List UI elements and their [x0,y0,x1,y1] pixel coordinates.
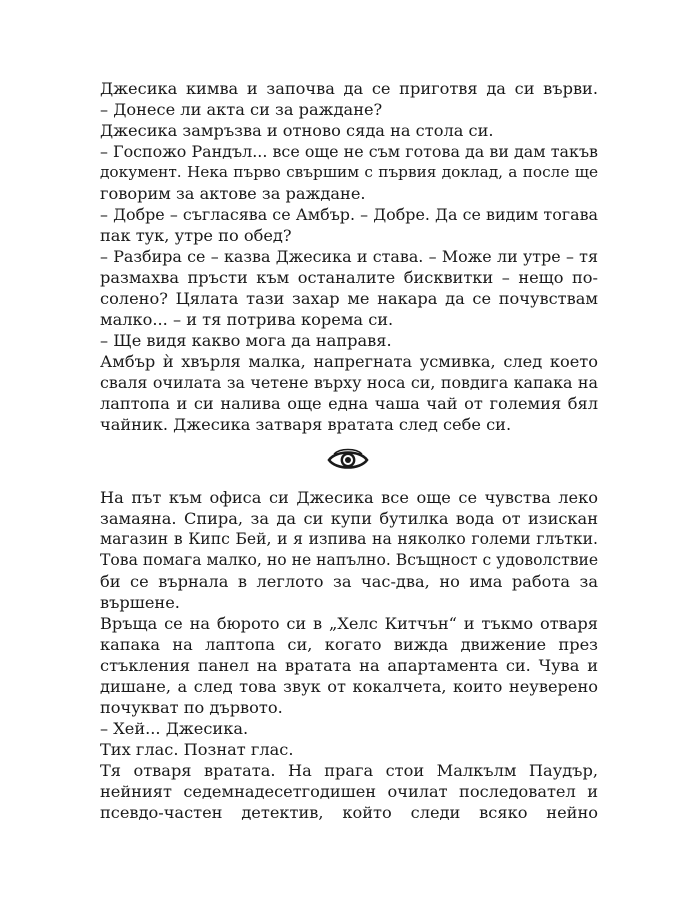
text-line: – Ще видя какво мога да направя. [100,331,392,350]
section-divider [100,435,598,487]
text-line: Джесика кимва и започва да се приготвя да си върви. [100,79,598,98]
book-page [100,78,598,823]
section-before-divider [100,78,598,435]
text-line: почукват по дървото. [100,698,283,717]
text-line: лаптопа и си налива още една чаша чай от големия бял [100,394,598,413]
text-line: документ. Нека първо свършим с първия доклад, а после ще [100,163,598,181]
text-line: Това помага малко, но не напълно. Всъщност с удоволствие [100,551,599,569]
text-line: дишане, а след това звук от кокалчета, които неуверено [100,677,598,696]
eye-icon [326,447,370,473]
text-line: чайник. Джесика затваря вратата след себе си. [100,415,512,434]
text-line: – Добре – съгласява се Амбър. – Добре. Да се видим тогава [100,205,598,224]
text-line: вършене. [100,593,180,612]
text-line: замаяна. Спира, за да си купи бутилка вода от изискан [100,509,598,528]
text-line: Тих глас. Познат глас. [100,740,294,759]
text-line: стъкления панел на вратата на апартамента си. Чува и [100,656,598,675]
text-line: Амбър ѝ хвърля малка, напрегната усмивка, след което [100,352,598,371]
text-line: пак тук, утре по обед? [100,226,292,245]
text-line: малко... – и тя потрива корема си. [100,310,394,329]
text-line: псевдо-частен детектив, който следи всяко нейно [100,803,598,822]
text-line: Джесика замръзва и отново сяда на стола си. [100,121,494,140]
text-line: Връща се на бюрото си в „Хелс Китчън“ и тъкмо отваря [100,614,598,633]
text-line: – Хей... Джесика. [100,719,249,738]
text-line: солено? Цялата тази захар ме накара да се почувствам [100,289,598,308]
text-line: размахва пръсти към останалите бисквитки – нещо по- [100,268,598,287]
text-line: говорим за актове за раждане. [100,184,366,203]
text-line: – Донесе ли акта си за раждане? [100,100,383,119]
text-line: капака на лаптопа си, когато вижда движение през [100,635,598,654]
text-line: – Госпожо Рандъл... все още не съм готова да ви дам такъв [100,142,598,161]
text-line: магазин в Кипс Бей, и я изпива на няколко големи глътки. [100,530,598,548]
section-after-divider [100,487,598,823]
text-line: би се върнала в леглото за час-два, но има работа за [100,572,598,591]
text-line: сваля очилата за четене върху носа си, повдига капака на [100,373,598,392]
text-line: – Разбира се – казва Джесика и става. – Може ли утре – тя [100,247,598,266]
text-line: нейният седемнадесетгодишен очилат последовател и [100,782,598,801]
text-line: Тя отваря вратата. На прага стои Малкълм Паудър, [100,761,598,780]
text-line: На път към офиса си Джесика все още се чувства леко [100,488,598,507]
